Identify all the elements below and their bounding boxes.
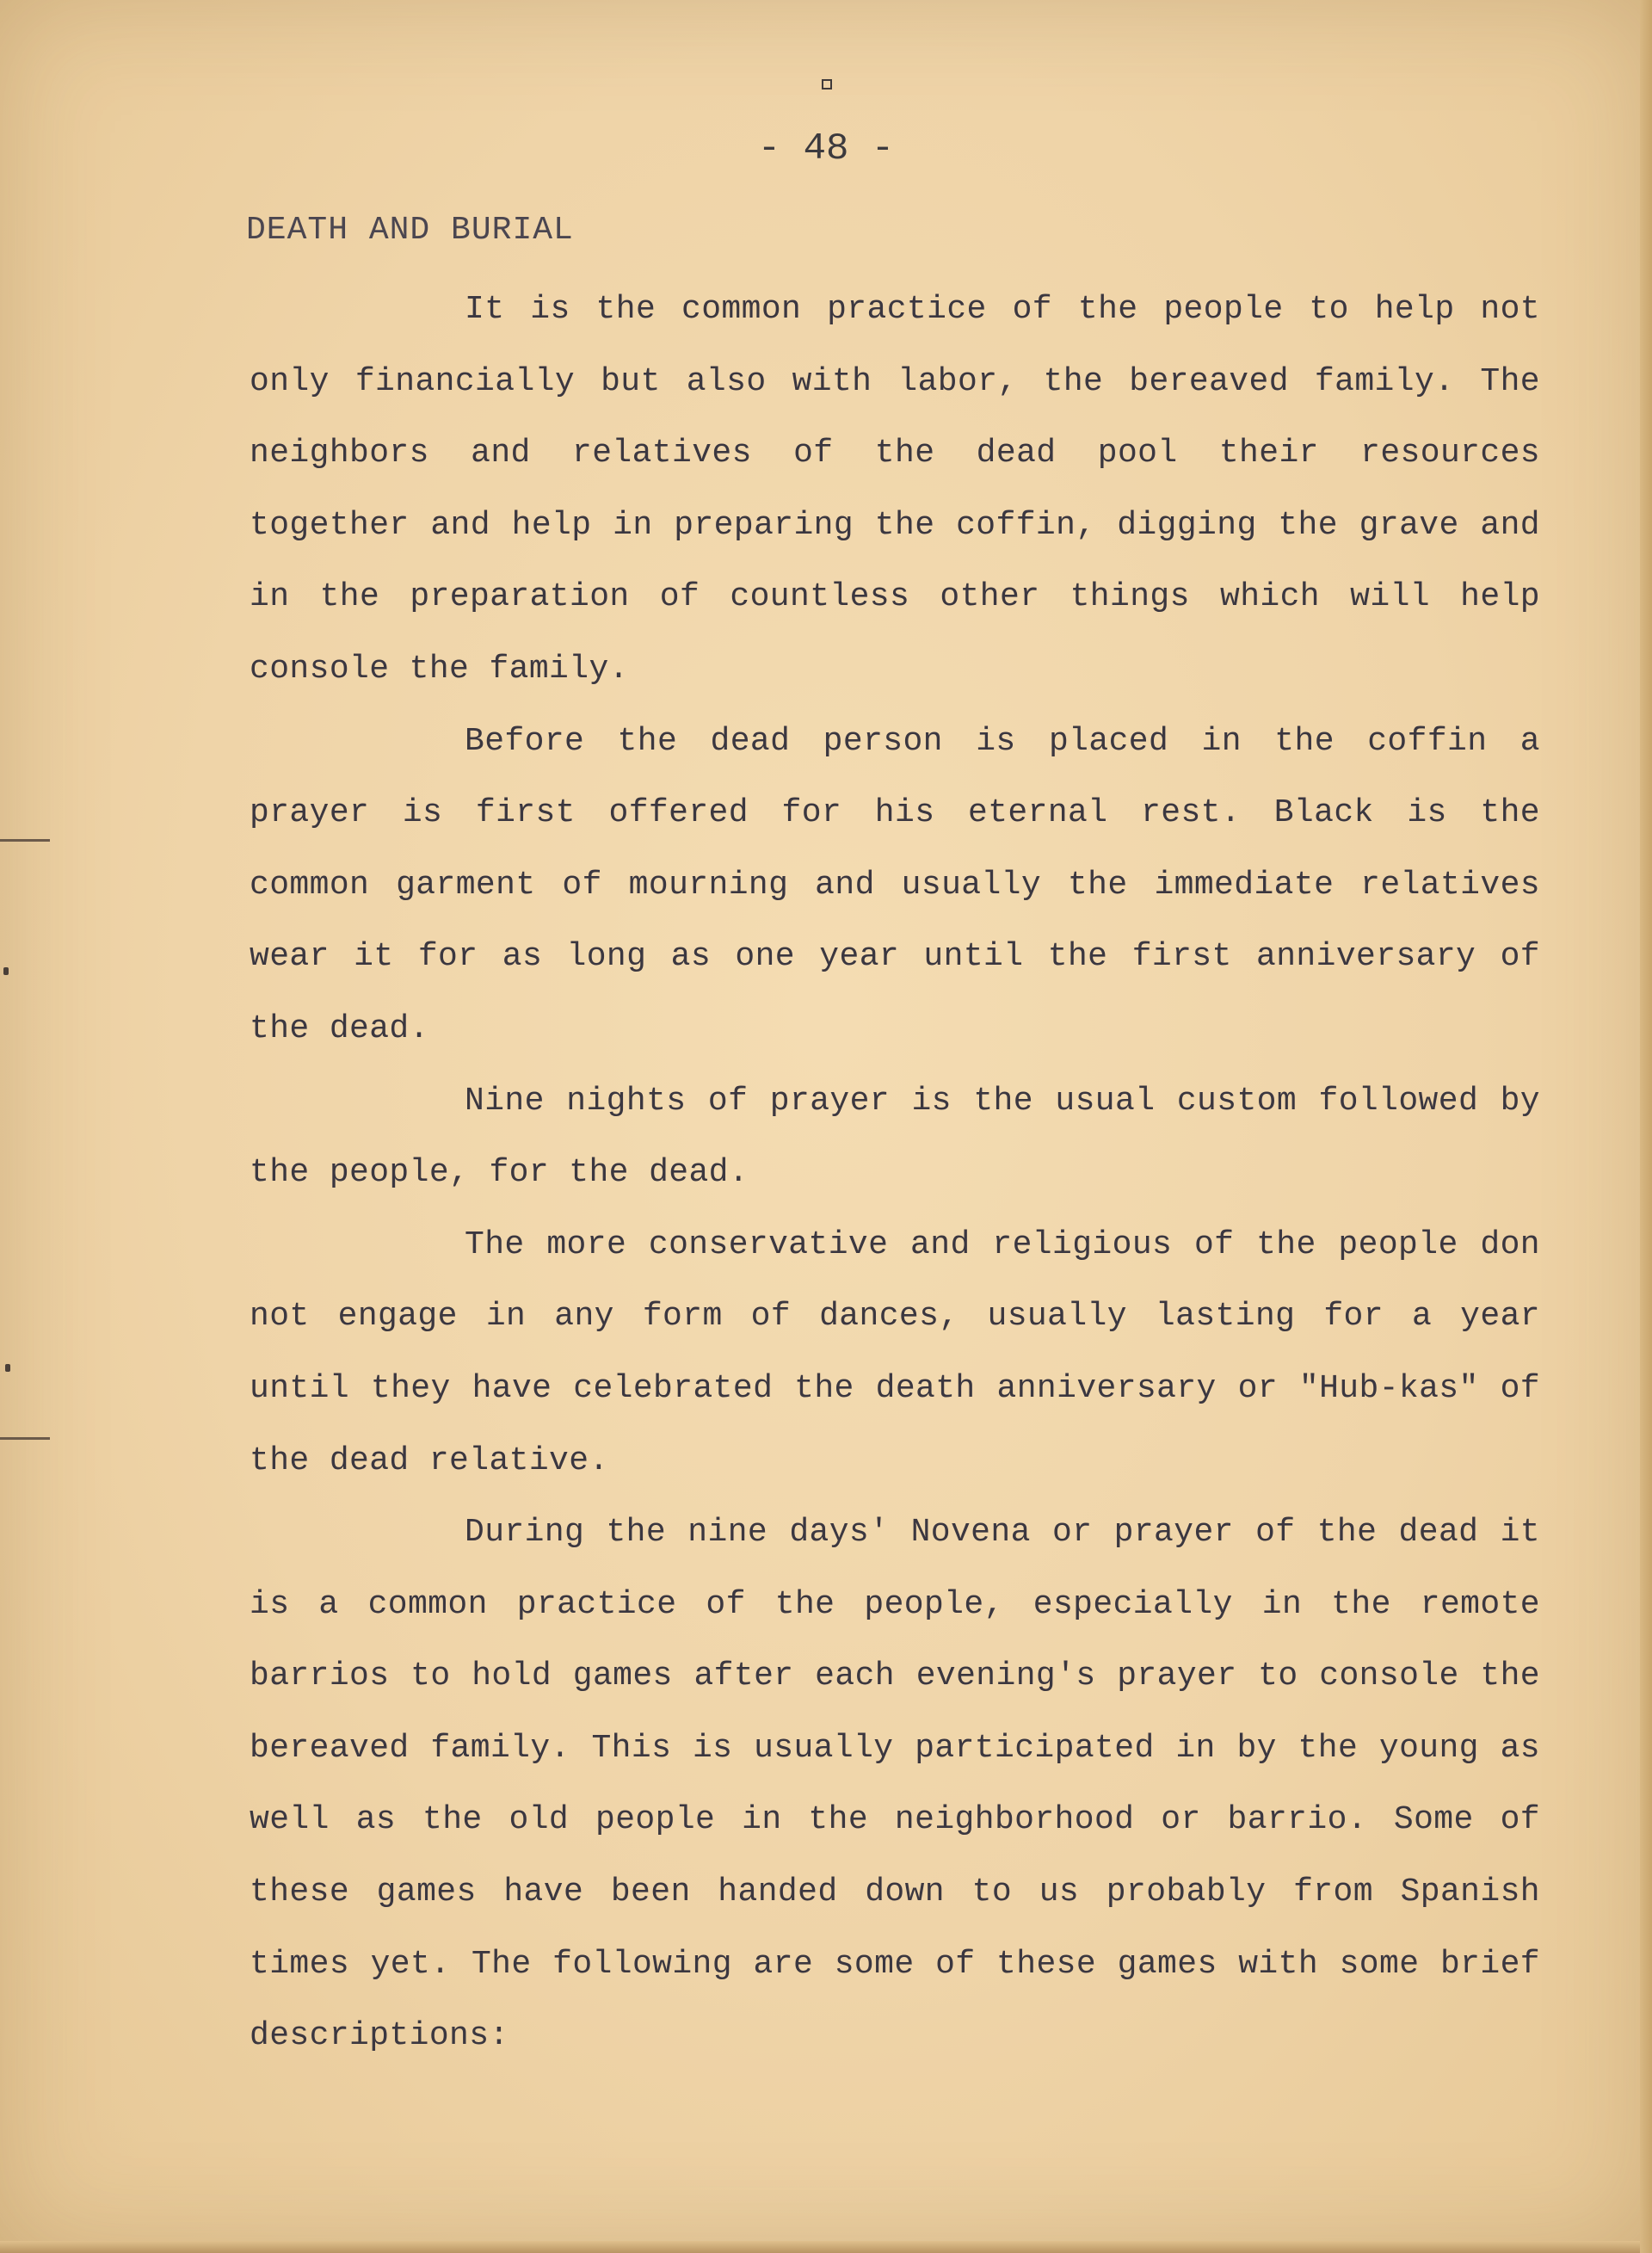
page-number: - 48 - — [757, 127, 895, 170]
margin-mark — [0, 839, 50, 842]
page-bottom-edge — [0, 2241, 1652, 2253]
margin-dot — [5, 1364, 10, 1372]
section-heading: DEATH AND BURIAL — [246, 212, 574, 249]
paragraph-nine-nights: Nine nights of prayer is the usual custom followed by the people, for the dead. — [250, 1082, 1540, 1192]
margin-mark — [0, 1437, 50, 1440]
paragraph-novena-games: During the nine days' Novena or prayer of the dead it is a common practice of the people, especially in the remote barrios to hold games after each evening's prayer to console the bereaved family. This is usually participated in by the young as well as the old people in the neighborhood or barrio. Some of these games have been handed down to us probably from Spanish times yet. The following are some of these games with some brief descriptions: — [250, 1514, 1540, 2055]
paragraph-community-help: It is the common practice of the people to help not only financially but also with labor, the bereaved family. The neighbors and relatives of the dead pool their resources together and help in preparing the coffin, digging the grave and in the preparation of countless other things which will help console the family. — [250, 291, 1540, 688]
paragraph-conservative-dances: The more conservative and religious of the people don not engage in any form of dances, usually lasting for a year until they have celebrated the death anniversary or "Hub-kas" of the dead relative. — [250, 1225, 1540, 1479]
margin-dot — [3, 967, 9, 975]
paragraph-prayer-mourning: Before the dead person is placed in the coffin a prayer is first offered for his eternal rest. Black is the common garment of mourning and usually the immediate relatives wear it for as long as one year until the first anniversary of the dead. — [250, 722, 1540, 1047]
paper-speck — [822, 79, 832, 90]
body-text — [250, 274, 1540, 2072]
